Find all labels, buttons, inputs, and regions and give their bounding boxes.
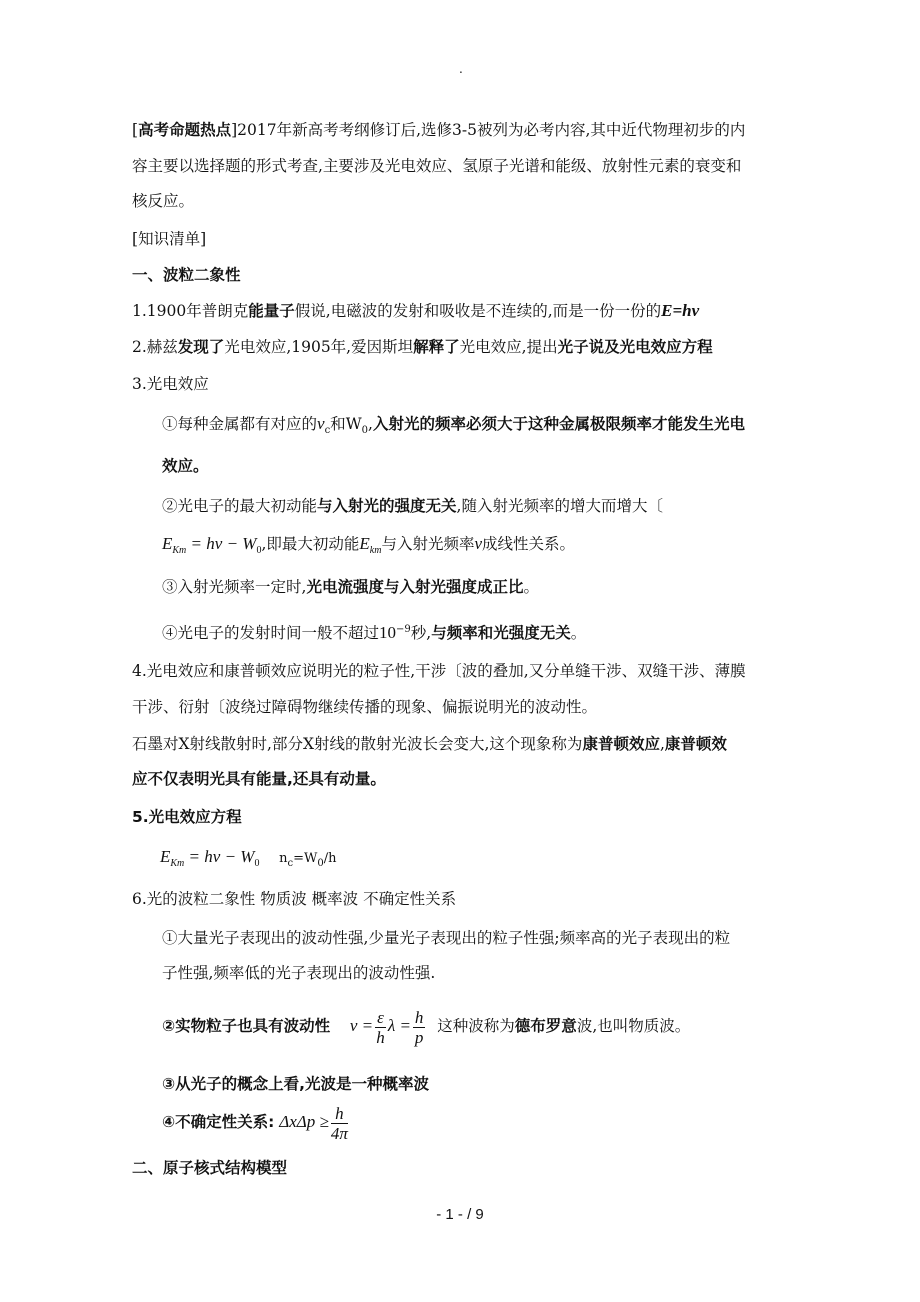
sub-1-line-1: ①大量光子表现出的波动性强,少量光子表现出的粒子性强;频率高的光子表现出的粒 [162,929,731,947]
fraction-h-over-p: $\frac{h}{p}$ [414,1007,424,1047]
point-1: 1.1900年普朗克能量子假说,电磁波的发射和吸收是不连续的,而是一份一份的E=hν [132,301,700,320]
intro-line-2: 容主要以选择题的形式考查,主要涉及光电效应、氢原子光谱和能级、放射性元素的衰变和 [132,157,742,175]
header-dot: . [459,62,463,76]
sub-2-line: ②实物粒子也具有波动性 ν = $\frac{\varepsilon}{h}$ λ = $\frac{h}{p}$ 这种波称为德布罗意波,也叫物质波。 [162,1007,691,1047]
point-2: 2.赫兹发现了光电效应,1905年,爱因斯坦解释了光电效应,提出光子说及光电效应方程 [132,338,713,356]
point-5-formula: $E_{Km} = h\nu - W_0$ $n_c=W_0/h$ [160,847,337,870]
knowledge-label: [知识清单] [132,230,207,248]
compton-line-2: 应不仅表明光具有能量,还具有动量。 [132,770,386,788]
item-2-formula-line: $E_{Km} = h\nu - W_0$,即最大初动能$E_{km}$与入射光频率ν成线性关系。 [162,534,576,557]
point-4-line-1: 4.光电效应和康普顿效应说明光的粒子性,干涉〔波的叠加,又分单缝干涉、双缝干涉、薄膜 [132,662,746,680]
sub-4-line: ④不确定性关系: ΔxΔp ≥ $\frac{h}{4\pi}$ [162,1103,348,1143]
item-1-line-2: 效应。 [162,457,209,475]
section-2-heading: 二、原子核式结构模型 [132,1159,288,1177]
item-4: ④光电子的发射时间一般不超过$10^{-9}$秒,与频率和光强度无关。 [162,623,587,643]
page-number: - 1 - / 9 [436,1206,484,1223]
fraction-epsilon-over-h: $\frac{\varepsilon}{h}$ [376,1007,385,1047]
point-6: 6.光的波粒二象性 物质波 概率波 不确定性关系 [132,890,457,908]
item-1-line-1: ①每种金属都有对应的$\nu_c$和$W_0$,入射光的频率必须大于这种金属极限频率才能发生光电 [162,414,745,437]
compton-line-1: 石墨对X射线散射时,部分X射线的散射光波长会变大,这个现象称为康普顿效应,康普顿效 [132,735,727,753]
sub-1-line-2: 子性强,频率低的光子表现出的波动性强. [162,964,436,982]
point-4-line-2: 干涉、衍射〔波绕过障碍物继续传播的现象、偏振说明光的波动性。 [132,698,598,716]
intro-tag: 高考命题热点 [138,121,232,139]
item-2-line-1: ②光电子的最大初动能与入射光的强度无关,随入射光频率的增大而增大〔 [162,497,663,515]
item-3: ③入射光频率一定时,光电流强度与入射光强度成正比。 [162,578,539,596]
intro-line-1: [高考命题热点]2017年新高考考纲修订后,选修3-5被列为必考内容,其中近代物理初步的内 [132,121,746,139]
fraction-h-over-4pi: $\frac{h}{4\pi}$ [330,1103,348,1143]
intro-line-3: 核反应。 [132,192,195,210]
point-3: 3.光电效应 [132,375,209,393]
section-1-heading: 一、波粒二象性 [132,266,241,284]
sub-3: ③从光子的概念上看,光波是一种概率波 [162,1075,430,1093]
point-5-heading: 5.光电效应方程 [132,808,242,826]
